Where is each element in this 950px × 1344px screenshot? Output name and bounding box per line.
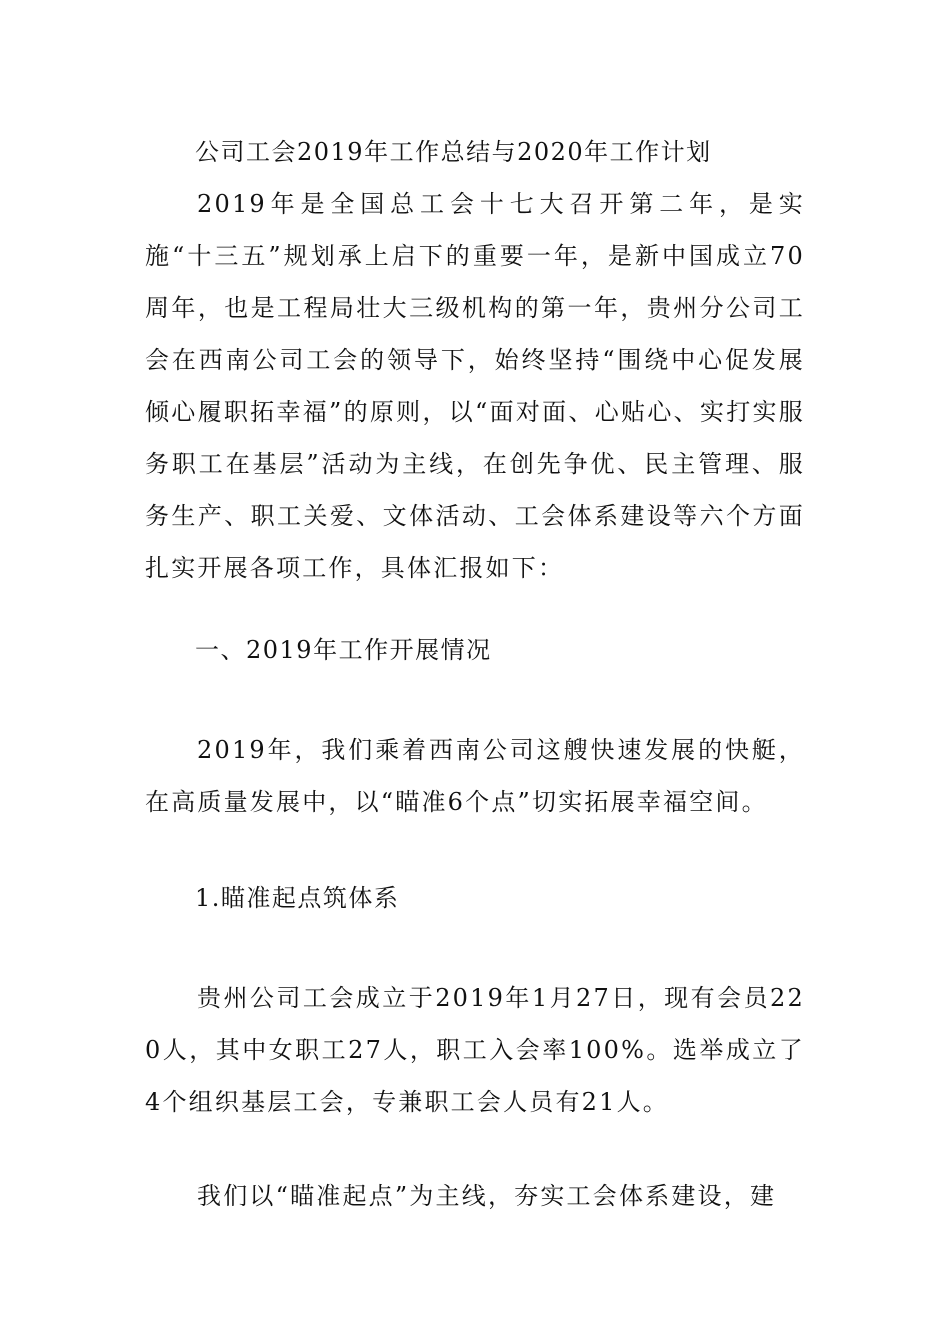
membership-paragraph: 贵州公司工会成立于2019年1月27日，现有会员220人，其中女职工27人，职工入会率100%。选举成立了4个组织基层工会，专兼职工会人员有21人。 [145, 984, 805, 1116]
continuation-paragraph: 我们以“瞄准起点”为主线，夯实工会体系建设，建 [197, 1182, 777, 1210]
intro-paragraph: 2019年是全国总工会十七大召开第二年，是实施“十三五”规划承上启下的重要一年，是新中国成立70周年，也是工程局壮大三级机构的第一年，贵州分公司工会在西南公司工会的领导下，始终坚持“围绕中心促发展 倾心履职拓幸福”的原则，以“面对面、心贴心、实打实服务职工在基层”活动为主线，在创先争优、民主管理、服务生产、职工关爱、文体活动、工会体系建设等六个方面扎实开展各项工作，具体汇报如下： [145, 190, 805, 582]
document-title: 公司工会2019年工作总结与2020年工作计划 [195, 138, 712, 166]
summary-paragraph: 2019年，我们乘着西南公司这艘快速发展的快艇，在高质量发展中，以“瞄准6个点”切实拓展幸福空间。 [145, 736, 805, 816]
subsection-heading: 1.瞄准起点筑体系 [195, 884, 400, 912]
section-heading: 一、2019年工作开展情况 [195, 636, 492, 664]
